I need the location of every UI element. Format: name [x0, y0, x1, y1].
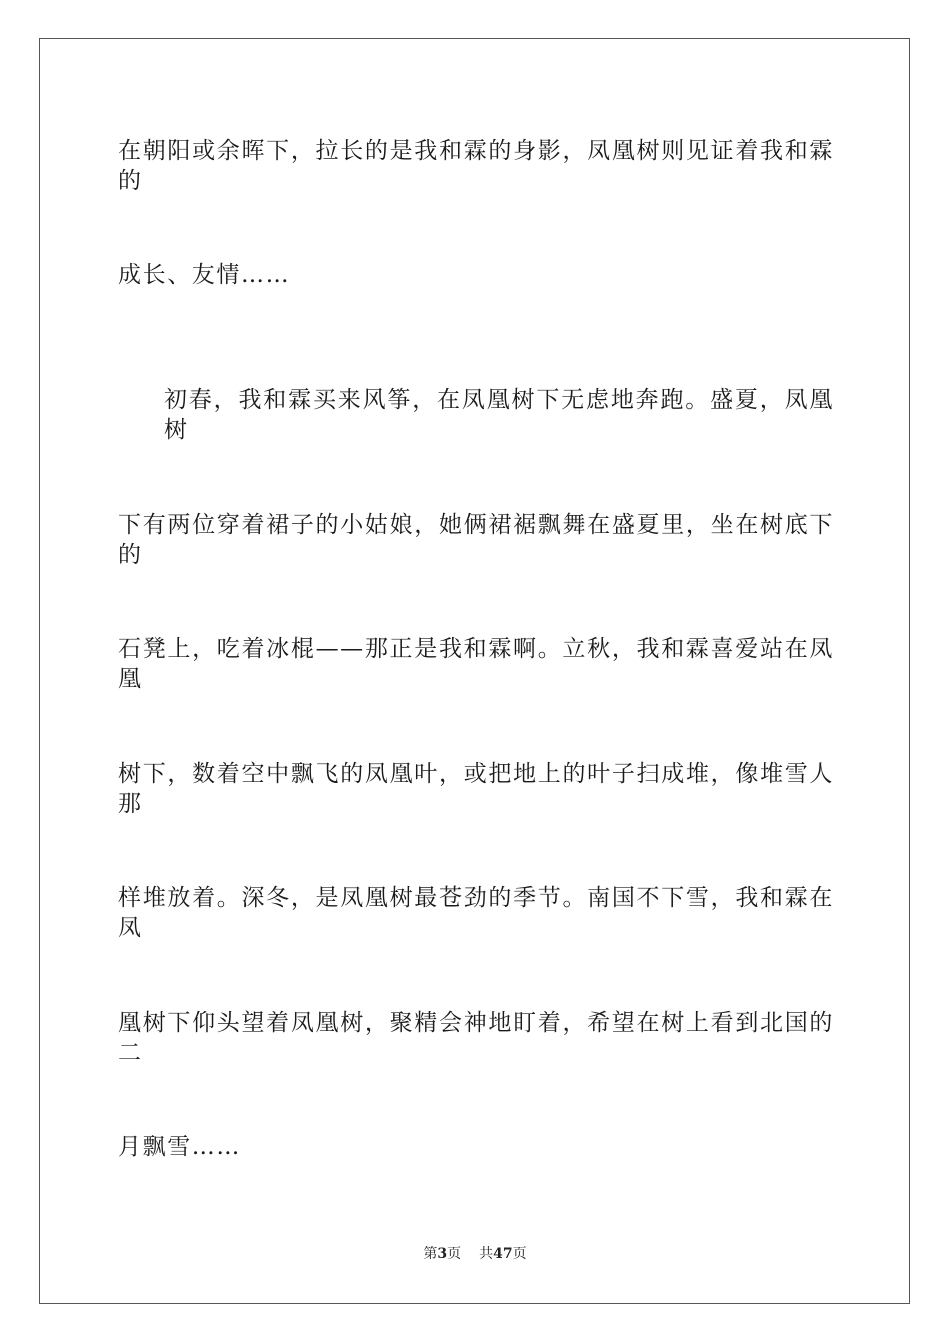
text-line-5: 石凳上，吃着冰棍——那正是我和霖啊。立秋，我和霖喜爱站在凤凰	[118, 636, 834, 692]
text-line-4: 下有两位穿着裙子的小姑娘，她俩裙裾飘舞在盛夏里，坐在树底下的	[118, 512, 834, 568]
text-line-1: 在朝阳或余晖下，拉长的是我和霖的身影，凤凰树则见证着我和霖的	[118, 138, 834, 194]
text-line-3: 初春，我和霖买来风筝，在凤凰树下无虑地奔跑。盛夏，凤凰树	[164, 387, 834, 443]
total-prefix: 共	[479, 1246, 494, 1262]
total-pages: 47	[493, 1246, 513, 1262]
text-line-6: 树下，数着空中飘飞的凤凰叶，或把地上的叶子扫成堆，像堆雪人那	[118, 761, 834, 817]
total-suffix: 页	[512, 1246, 527, 1262]
page-prefix: 第	[423, 1246, 438, 1262]
text-line-8: 凰树下仰头望着凤凰树，聚精会神地盯着，希望在树上看到北国的二	[118, 1010, 834, 1066]
text-line-9: 月飘雪……	[118, 1134, 241, 1160]
text-line-7: 样堆放着。深冬，是凤凰树最苍劲的季节。南国不下雪，我和霖在凤	[118, 885, 834, 941]
text-line-2: 成长、友情……	[118, 262, 291, 288]
page-footer	[0, 1245, 950, 1263]
page-suffix: 页	[447, 1246, 462, 1262]
page-number: 3	[437, 1246, 448, 1262]
